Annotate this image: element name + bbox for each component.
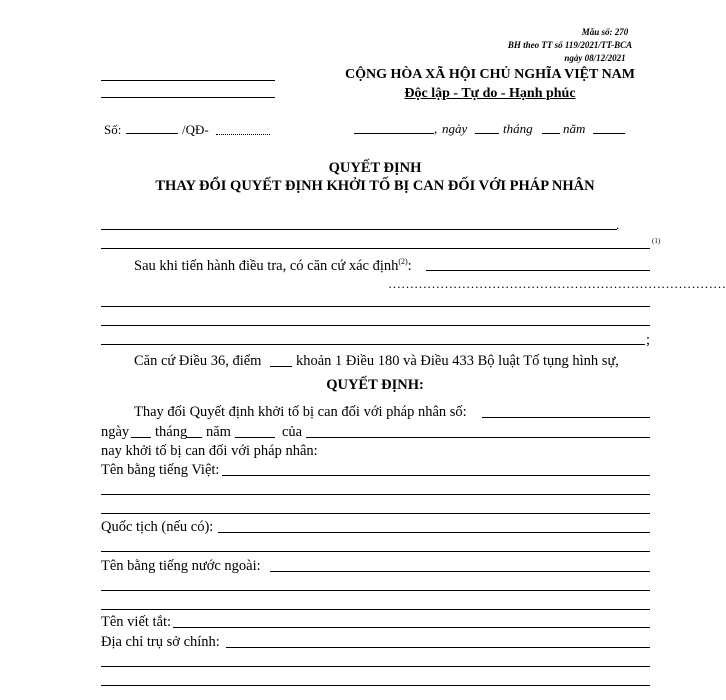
qd-blank	[216, 134, 270, 135]
ten-viet-line-2	[101, 494, 650, 495]
ngay-blank	[131, 437, 151, 438]
quoc-tich-label: Quốc tịch (nếu có):	[101, 519, 214, 535]
motto: Độc lập - Tự do - Hạnh phúc	[404, 86, 576, 101]
so-label: Số:	[104, 122, 122, 137]
agency-line-2	[101, 97, 275, 98]
ten-viet-line-1	[222, 475, 650, 476]
ten-nuoc-ngoai-line-1	[270, 571, 650, 572]
authority-line-2	[101, 248, 650, 249]
investigation-line-4	[101, 344, 645, 345]
date-nam: năm	[563, 121, 586, 136]
ten-viet-line-3	[101, 513, 650, 514]
para-investigation-colon: :	[407, 257, 412, 274]
dotted-line: ……………………………………………………………………	[388, 276, 726, 291]
thang-label: tháng	[155, 424, 188, 440]
form-date: ngày 08/12/2021	[564, 53, 626, 63]
para-investigation-text: Sau khi tiến hành điều tra, có căn cứ xác định	[134, 257, 399, 274]
investigation-line-2	[101, 306, 650, 307]
para-investigation	[134, 257, 412, 275]
authority-line-1-dot: .	[616, 217, 620, 232]
qd-label: /QĐ-	[182, 122, 209, 137]
day-blank	[475, 133, 499, 134]
ten-viet-tat-label: Tên viết tắt:	[101, 614, 172, 630]
ten-nuoc-ngoai-label: Tên bằng tiếng nước ngoài:	[101, 558, 261, 574]
note-1: (1)	[652, 237, 661, 245]
so-blank	[126, 133, 178, 134]
nay-khoi-to: nay khởi tố bị can đối với pháp nhân:	[101, 443, 318, 459]
diem-blank	[270, 366, 292, 367]
cua-blank	[306, 437, 650, 438]
month-blank	[542, 133, 560, 134]
form-circular: BH theo TT số 119/2021/TT-BCA	[507, 40, 633, 50]
date-comma: ,	[434, 121, 438, 136]
dia-chi-line-1	[226, 647, 650, 648]
dia-chi-line-3	[101, 685, 650, 686]
quoc-tich-line-2	[101, 551, 650, 552]
national-title: CỘNG HÒA XÃ HỘI CHỦ NGHĨA VIỆT NAM	[344, 67, 635, 82]
semicolon: ;	[646, 332, 651, 348]
investigation-line-1	[426, 270, 650, 271]
ten-viet-tat-line	[173, 627, 650, 628]
date-ngay: ngày	[442, 121, 468, 136]
dia-chi-line-2	[101, 666, 650, 667]
nam-label: năm	[206, 424, 231, 440]
title-line-2: THAY ĐỔI QUYẾT ĐỊNH KHỞI TỐ BỊ CAN ĐỐI VỚI PHÁP NHÂN	[155, 178, 595, 194]
place-blank	[354, 133, 434, 134]
para-legal-basis-tail: khoản 1 Điều 180 và Điều 433 Bộ luật Tố tụng hình sự,	[296, 353, 619, 369]
thang-blank	[186, 437, 202, 438]
title-line-1: QUYẾT ĐỊNH	[328, 160, 422, 176]
ngay-label: ngày	[101, 424, 130, 440]
dia-chi-label: Địa chỉ trụ sở chính:	[101, 634, 220, 650]
cua-label: của	[282, 424, 303, 440]
ten-nuoc-ngoai-line-2	[101, 590, 650, 591]
para-change: Thay đổi Quyết định khởi tố bị can đối với pháp nhân số:	[134, 404, 467, 420]
form-info	[480, 26, 660, 65]
ten-viet-label: Tên bằng tiếng Việt:	[101, 462, 220, 478]
note-2: (2)	[398, 257, 408, 266]
form-number: Mẫu số: 270	[581, 27, 629, 37]
date-thang: tháng	[503, 121, 533, 136]
investigation-line-3	[101, 325, 650, 326]
year-blank	[593, 133, 625, 134]
authority-line-1	[101, 229, 617, 230]
ten-nuoc-ngoai-line-3	[101, 609, 650, 610]
para-legal-basis: Căn cứ Điều 36, điểm	[134, 353, 262, 369]
nam-blank	[235, 437, 275, 438]
quoc-tich-line-1	[218, 532, 650, 533]
decision-heading: QUYẾT ĐỊNH:	[326, 377, 424, 393]
decision-number-blank	[482, 417, 650, 418]
agency-line-1	[101, 80, 275, 81]
